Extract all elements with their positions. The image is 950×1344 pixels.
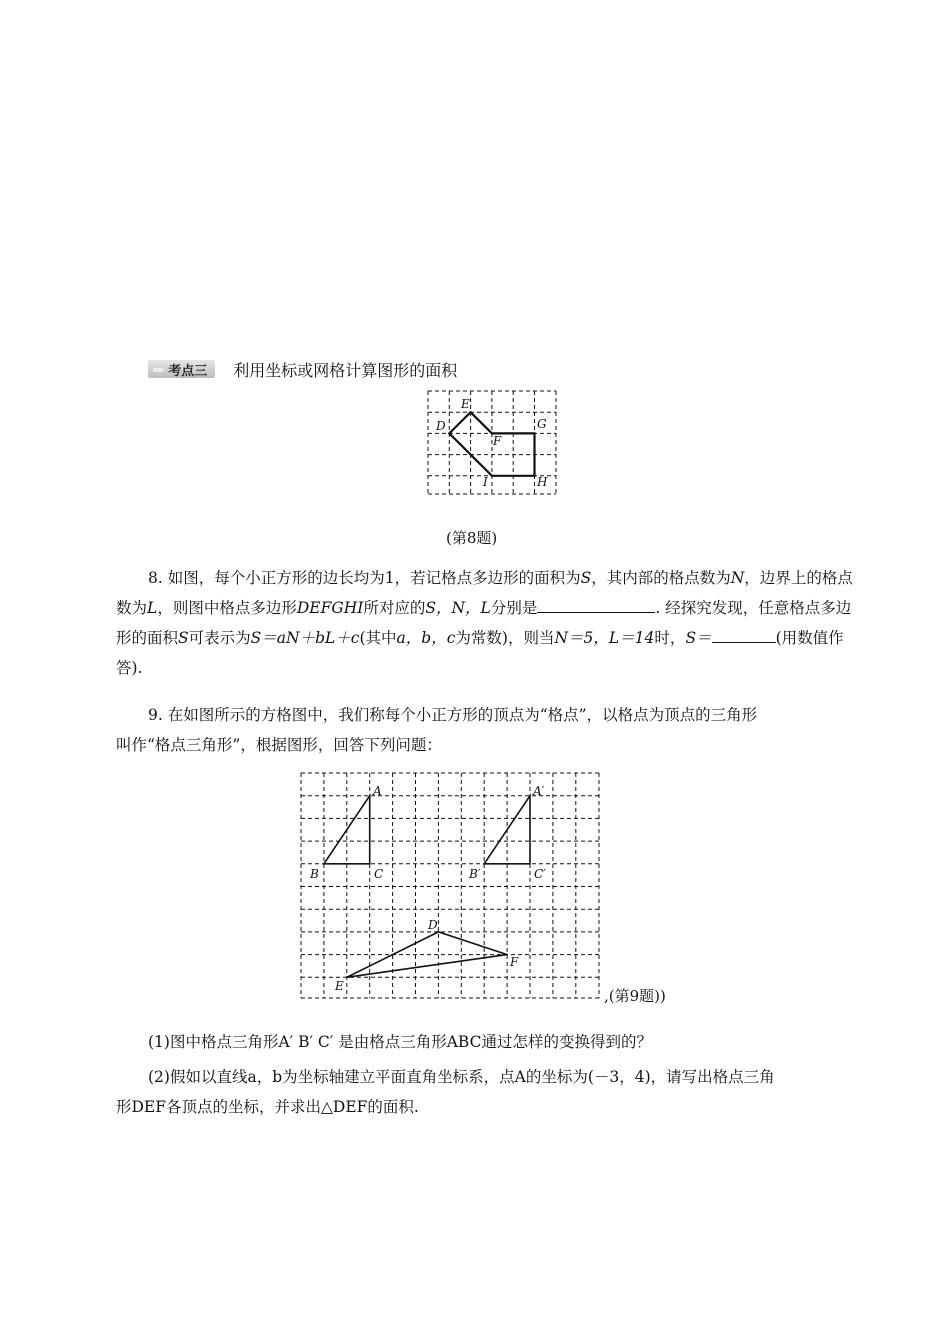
label-h: H — [537, 475, 548, 489]
label-a-prime: A′ — [533, 784, 545, 798]
label-e9: E — [335, 979, 344, 993]
label-b-prime: B′ — [469, 867, 481, 881]
q8-polygon-name: DEFGHI — [296, 599, 364, 617]
q9-sub1-text: (1)图中格点三角形A′ B′ C′ 是由格点三角形ABC通过怎样的变换得到的？ — [148, 1033, 652, 1051]
q8-text: 分别是 — [490, 599, 538, 617]
question-9-part-2 — [116, 1062, 856, 1122]
figure-8-grid — [425, 388, 560, 498]
badge-label: 考点三 — [168, 363, 208, 379]
q8-var-l: L — [147, 599, 158, 617]
q8-condition: N＝5，L＝14 — [554, 629, 655, 647]
label-f: F — [493, 434, 502, 448]
question-9-intro — [116, 700, 856, 760]
label-i: I — [483, 475, 488, 489]
label-b: B — [310, 867, 319, 881]
question-9-part-1 — [116, 1027, 856, 1057]
figure-9-grid — [298, 770, 603, 1002]
figure-9-caption: ,(第9题)) — [604, 987, 666, 1005]
answer-blank-2[interactable] — [712, 627, 776, 643]
q8-text: ，则图中格点多边形 — [157, 599, 297, 617]
q8-text: 现，任意格点多边形的面积 — [116, 599, 852, 647]
q9-line-2: 叫作“格点三角形”，根据图形，回答下列问题： — [116, 736, 442, 754]
q8-s-equals: S＝ — [685, 629, 712, 647]
label-f9: F — [510, 955, 519, 969]
answer-blank-1[interactable] — [537, 597, 655, 613]
label-c: C — [374, 867, 384, 881]
q8-var-s: S — [178, 629, 189, 647]
chevron-icon: »» — [152, 362, 163, 376]
q9-sub2-line-1: (2)假如以直线a，b为坐标轴建立平面直角坐标系，点A的坐标为(－3，4)，请写出格点三角 — [148, 1068, 775, 1086]
q8-text: 8. 如图，每个小正方形的边长均为1，若记格点多边形的面积为 — [148, 569, 581, 587]
q8-text: (用数值作答). — [116, 629, 844, 677]
q8-text: 可表示为 — [188, 629, 251, 647]
question-8 — [116, 563, 856, 683]
label-e: E — [461, 397, 470, 411]
q9-line-1: 9. 在如图所示的方格图中，我们称每个小正方形的顶点为“格点”，以格点为顶点的三角形 — [148, 706, 758, 724]
q8-formula: S＝aN＋bL＋c — [250, 629, 360, 647]
q8-var-s: S — [580, 569, 592, 587]
label-d9: D — [428, 918, 438, 932]
label-c-prime: C′ — [534, 867, 546, 881]
q8-text: (其中 — [359, 629, 397, 647]
q8-text: ，边 — [744, 569, 776, 587]
figure-8-caption: (第8题) — [446, 529, 498, 547]
q8-var-n: N — [730, 569, 745, 587]
q8-text: 界上的格点数为 — [116, 569, 853, 617]
q8-text: 为常数)，则当 — [455, 629, 555, 647]
q8-constants: a，b，c — [396, 629, 456, 647]
section-title: 利用坐标或网格计算图形的面积 — [233, 360, 458, 380]
section-header — [148, 358, 457, 380]
q8-vars: S，N，L — [425, 599, 491, 617]
label-a: A — [373, 784, 382, 798]
label-g: G — [537, 417, 547, 431]
q8-text: . 经探究发 — [655, 599, 728, 617]
q8-text: 所对应的 — [363, 599, 426, 617]
q8-text: ，其内部的格点数为 — [591, 569, 731, 587]
q8-text: 时， — [654, 629, 686, 647]
q9-sub2-line-2: 形DEF各顶点的坐标，并求出△DEF的面积. — [116, 1098, 419, 1116]
label-d: D — [436, 419, 446, 433]
section-badge — [148, 360, 215, 378]
